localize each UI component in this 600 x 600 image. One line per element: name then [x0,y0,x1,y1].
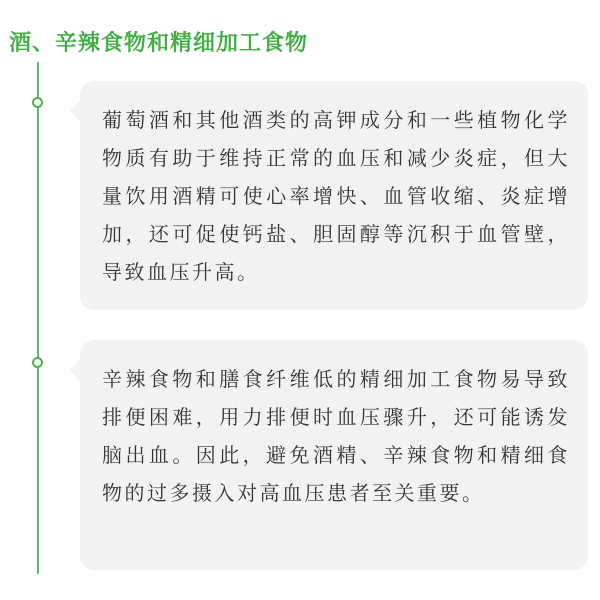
timeline-dot-1-icon [32,97,43,108]
timeline-dot-2-icon [32,357,43,368]
timeline-card-2 [80,340,588,570]
timeline-card-1 [80,81,588,310]
timeline-card-1-text: 葡萄酒和其他酒类的高钾成分和一些植物化学物质有助于维持正常的血压和减少炎症，但大量饮用酒精可使心率增快、血管收缩、炎症增加，还可促使钙盐、胆固醇等沉积于血管壁，导致血压升高。 [102,108,570,284]
timeline-card-2-text: 辛辣食物和膳食纤维低的精细加工食物易导致排便困难，用力排便时血压骤升，还可能诱发脑出血。因此，避免酒精、辛辣食物和精细食物的过多摄入对高血压患者至关重要。 [102,367,570,505]
timeline-line [37,62,39,574]
section-title: 酒、辛辣食物和精细加工食物 [9,31,309,56]
